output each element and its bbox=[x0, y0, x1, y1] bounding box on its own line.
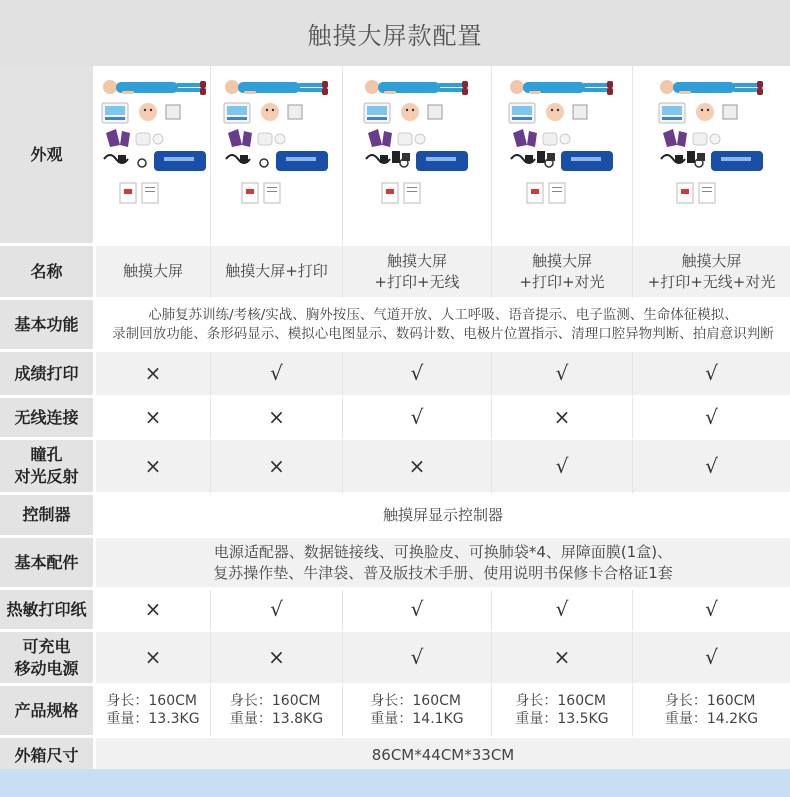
label-line: 移动电源 bbox=[14, 658, 79, 678]
controller-illustration bbox=[659, 103, 685, 123]
label-wireless: 无线连接 bbox=[0, 398, 96, 440]
controller-illustration bbox=[224, 103, 250, 123]
product-illustration bbox=[96, 71, 214, 239]
check-mark: √ bbox=[211, 590, 343, 632]
controller-illustration bbox=[102, 103, 128, 123]
spec-weight: 重量：13.3KG bbox=[106, 711, 200, 728]
controller-illustration bbox=[364, 103, 390, 123]
label-controller: 控制器 bbox=[0, 495, 96, 538]
spec-cell bbox=[343, 686, 492, 738]
accessories-line: 复苏操作垫、牛津袋、普及版技术手册、使用说明书保修卡合格证1套 bbox=[213, 563, 673, 582]
face-skin bbox=[546, 103, 564, 121]
face-skin bbox=[139, 103, 157, 121]
label-appearance: 外观 bbox=[0, 66, 96, 246]
product-name bbox=[211, 246, 343, 300]
face-skin bbox=[401, 103, 419, 121]
accessories-line: 电源适配器、数据链接线、可换脸皮、可换肺袋*4、屏障面膜(1盒)、 bbox=[213, 543, 673, 562]
label-spec: 产品规格 bbox=[0, 686, 96, 738]
manikin-illustration bbox=[103, 80, 206, 95]
basic-function-line: 心肺复苏训练/考核/实战、胸外按压、气道开放、人工呼吸、语音提示、电子监测、生命体征模拟、 bbox=[148, 307, 738, 324]
label-score-print: 成绩打印 bbox=[0, 352, 96, 398]
row-name bbox=[0, 246, 790, 300]
spec-height: 身长：160CM bbox=[370, 693, 461, 710]
product-image bbox=[343, 66, 492, 246]
spec-weight: 重量：14.2KG bbox=[664, 711, 759, 728]
product-name-line: 触摸大屏 bbox=[531, 252, 592, 271]
accessories-text bbox=[96, 538, 790, 590]
product-name-line: +打印+对光 bbox=[519, 272, 605, 291]
cross-mark: × bbox=[343, 440, 492, 495]
label-name: 名称 bbox=[0, 246, 96, 300]
spec-cell bbox=[96, 686, 211, 738]
label-box-size: 外箱尺寸 bbox=[0, 738, 96, 776]
product-name bbox=[96, 246, 211, 300]
check-mark: √ bbox=[633, 590, 790, 632]
spec-cell bbox=[633, 686, 790, 738]
page-title: 触摸大屏款配置 bbox=[307, 21, 483, 50]
check-mark: √ bbox=[343, 398, 492, 440]
cross-mark: × bbox=[492, 632, 633, 686]
check-mark: √ bbox=[343, 590, 492, 632]
check-mark: √ bbox=[492, 440, 633, 495]
product-name-line: +打印+无线 bbox=[374, 272, 460, 291]
label-basic-function: 基本功能 bbox=[0, 300, 96, 352]
face-skin bbox=[696, 103, 714, 121]
manikin-illustration bbox=[225, 80, 328, 95]
spec-weight: 重量：14.1KG bbox=[370, 711, 464, 728]
cross-mark: × bbox=[96, 398, 211, 440]
product-name-line: 触摸大屏 bbox=[681, 252, 742, 271]
controller-illustration bbox=[509, 103, 535, 123]
product-image bbox=[633, 66, 790, 246]
controller-text: 触摸屏显示控制器 bbox=[96, 495, 790, 538]
label-line: 可充电 bbox=[22, 636, 71, 656]
label-pupil bbox=[0, 440, 96, 495]
label-battery bbox=[0, 632, 96, 686]
product-name bbox=[633, 246, 790, 300]
check-mark: √ bbox=[492, 352, 633, 398]
check-mark: √ bbox=[211, 352, 343, 398]
check-mark: √ bbox=[633, 398, 790, 440]
cross-mark: × bbox=[211, 632, 343, 686]
check-mark: √ bbox=[343, 632, 492, 686]
product-name bbox=[343, 246, 492, 300]
row-battery bbox=[0, 632, 790, 686]
bottom-band bbox=[0, 769, 790, 797]
title-bar bbox=[0, 0, 790, 66]
box-size-text: 86CM*44CM*33CM bbox=[96, 738, 790, 776]
product-illustration bbox=[503, 71, 621, 239]
product-illustration bbox=[653, 71, 771, 239]
row-basic-function bbox=[0, 300, 790, 352]
spec-height: 身长：160CM bbox=[515, 693, 606, 710]
row-controller bbox=[0, 495, 790, 538]
spec-height: 身长：160CM bbox=[106, 693, 197, 710]
product-illustration bbox=[218, 71, 336, 239]
label-thermal-paper: 热敏打印纸 bbox=[0, 590, 96, 632]
cross-mark: × bbox=[96, 352, 211, 398]
cross-mark: × bbox=[211, 440, 343, 495]
row-wireless bbox=[0, 398, 790, 440]
product-name-line: 触摸大屏+打印 bbox=[225, 262, 328, 281]
product-name-line: +打印+无线+对光 bbox=[647, 272, 776, 291]
spec-cell bbox=[492, 686, 633, 738]
row-appearance bbox=[0, 66, 790, 246]
manikin-illustration bbox=[365, 80, 468, 95]
product-name bbox=[492, 246, 633, 300]
product-image bbox=[211, 66, 343, 246]
spec-height: 身长：160CM bbox=[229, 693, 321, 710]
row-spec bbox=[0, 686, 790, 738]
label-line: 瞳孔 bbox=[30, 445, 63, 465]
spec-weight: 重量：13.8KG bbox=[229, 711, 324, 728]
check-mark: √ bbox=[633, 352, 790, 398]
row-accessories bbox=[0, 538, 790, 590]
spec-cell bbox=[211, 686, 343, 738]
label-line: 对光反射 bbox=[14, 467, 79, 486]
basic-function-text bbox=[96, 300, 790, 352]
row-score-print bbox=[0, 352, 790, 398]
cross-mark: × bbox=[96, 590, 211, 632]
product-illustration bbox=[358, 71, 476, 239]
row-pupil bbox=[0, 440, 790, 495]
face-skin bbox=[261, 103, 279, 121]
spec-height: 身长：160CM bbox=[664, 693, 756, 710]
cross-mark: × bbox=[96, 632, 211, 686]
basic-function-line: 录制回放功能、条形码显示、模拟心电图显示、数码计数、电极片位置指示、清理口腔异物判断、拍肩意识判断 bbox=[112, 325, 774, 342]
config-table bbox=[0, 66, 790, 776]
manikin-illustration bbox=[660, 80, 763, 95]
cross-mark: × bbox=[96, 440, 211, 495]
product-image bbox=[96, 66, 211, 246]
row-thermal-paper bbox=[0, 590, 790, 632]
check-mark: √ bbox=[633, 440, 790, 495]
product-image bbox=[492, 66, 633, 246]
product-name-line: 触摸大屏 bbox=[122, 262, 183, 281]
label-accessories: 基本配件 bbox=[0, 538, 96, 590]
check-mark: √ bbox=[343, 352, 492, 398]
cross-mark: × bbox=[492, 398, 633, 440]
check-mark: √ bbox=[633, 632, 790, 686]
product-name-line: 触摸大屏 bbox=[386, 252, 447, 271]
check-mark: √ bbox=[492, 590, 633, 632]
spec-weight: 重量：13.5KG bbox=[515, 711, 609, 728]
cross-mark: × bbox=[211, 398, 343, 440]
manikin-illustration bbox=[510, 80, 613, 95]
